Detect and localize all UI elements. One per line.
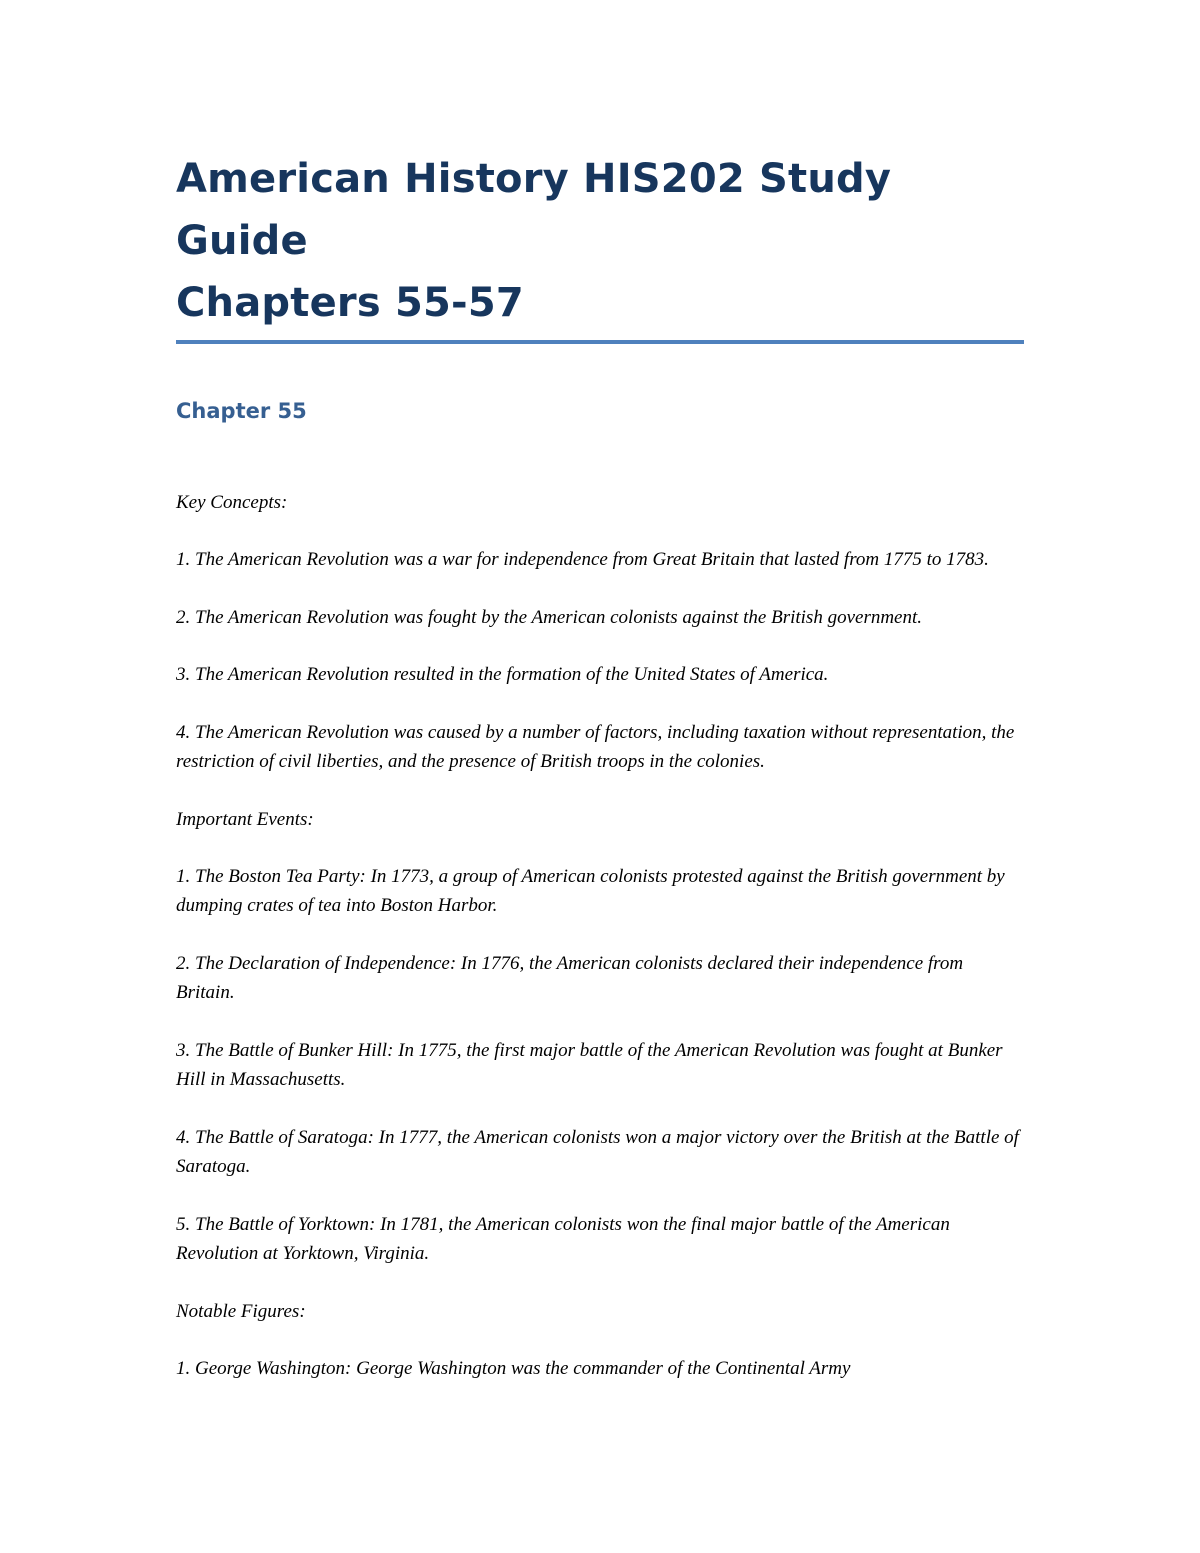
notable-figures-label: Notable Figures: [176, 1300, 306, 1322]
title-line-1: American History HIS202 Study Guide [176, 156, 892, 264]
key-concept-item: 1. The American Revolution was a war for independence from Great Britain that lasted from 1775 to 1783. [176, 549, 989, 570]
event-item: 1. The Boston Tea Party: In 1773, a group of American colonists protested against the British government by dumping crates of tea into Boston Harbor. [176, 865, 1005, 916]
key-concept-item: 2. The American Revolution was fought by the American colonists against the British government. [176, 606, 923, 628]
document-page [176, 148, 1024, 1383]
key-concept-item: 3. The American Revolution resulted in the formation of the United States of America. [176, 664, 829, 685]
key-concepts-label: Key Concepts: [176, 492, 288, 513]
event-item: 2. The Declaration of Independence: In 1776, the American colonists declared their independence from Britain. [176, 952, 964, 1003]
title-line-2: Chapters 55-57 [176, 280, 524, 326]
event-item: 3. The Battle of Bunker Hill: In 1775, the first major battle of the American Revolution was fought at Bunker Hill in Massachusetts. [176, 1039, 1003, 1090]
key-concept-item: 4. The American Revolution was caused by a number of factors, including taxation without representation, the restriction of civil liberties, and the presence of British troops in the colonies. [176, 721, 1015, 772]
important-events-label: Important Events: [176, 808, 314, 830]
event-item: 5. The Battle of Yorktown: In 1781, the American colonists won the final major battle of the American Revolution at Yorktown, Virginia. [176, 1213, 950, 1264]
chapter-heading: Chapter 55 [176, 399, 307, 423]
event-item: 4. The Battle of Saratoga: In 1777, the American colonists won a major victory over the British at the Battle of Saratoga. [176, 1126, 1019, 1177]
document-title [176, 148, 1024, 340]
title-underline [176, 340, 1024, 344]
figure-item: 1. George Washington: George Washington was the commander of the Continental Army [176, 1357, 851, 1379]
